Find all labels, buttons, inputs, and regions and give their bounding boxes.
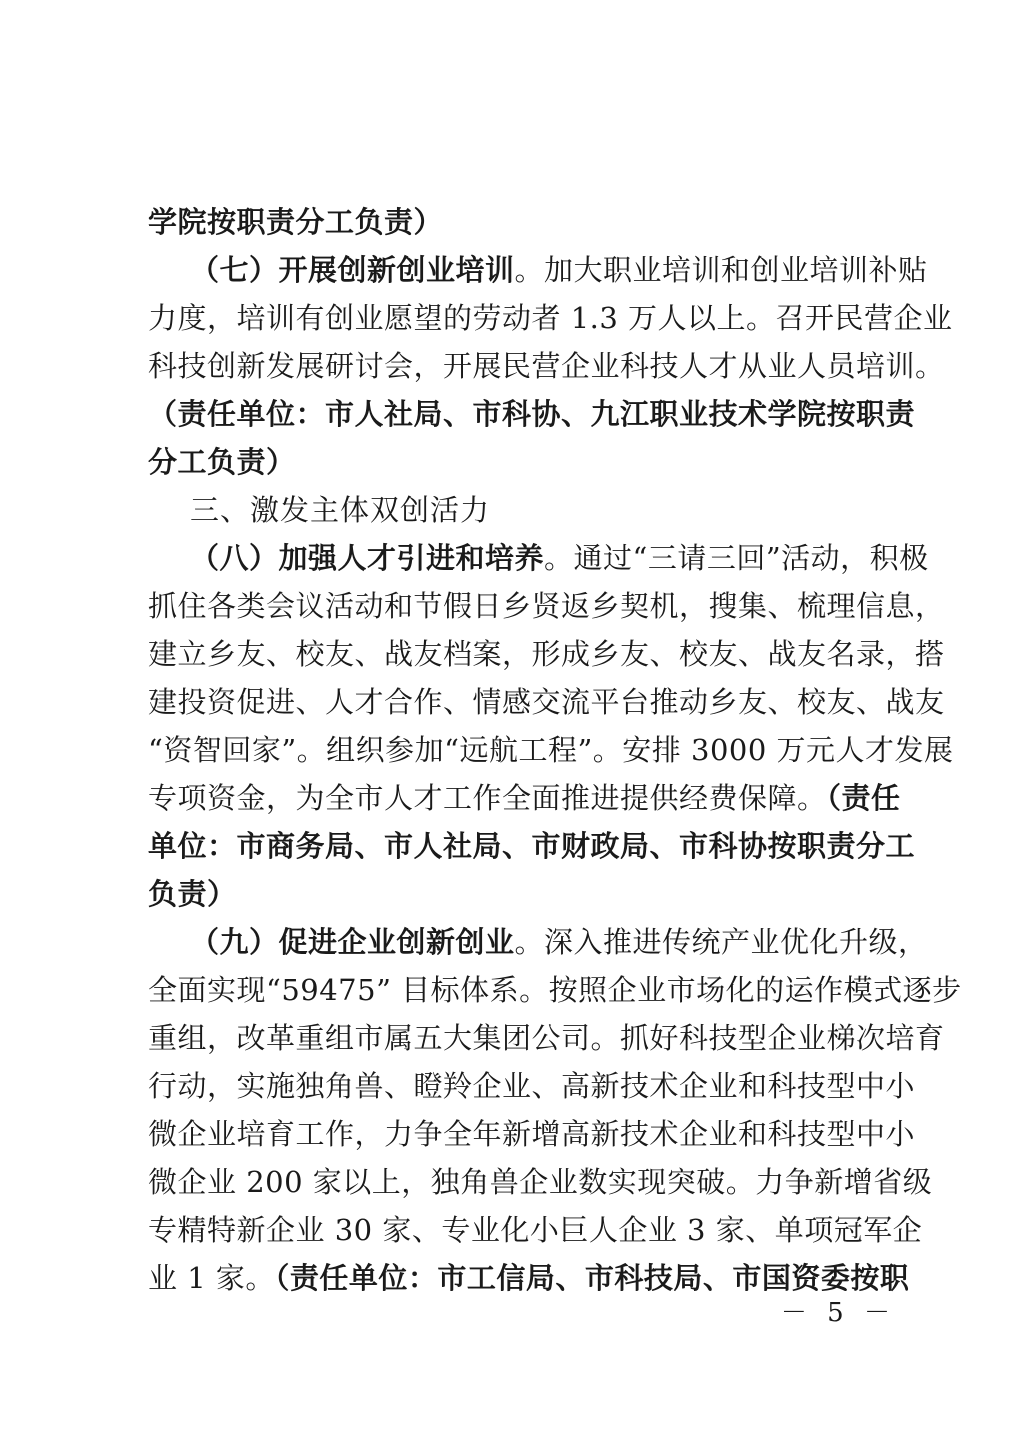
text-line-7: [190, 488, 878, 532]
responsibility-note: （责任: [826, 781, 901, 815]
text-run: 业 1 家。: [148, 1261, 275, 1295]
text-run: 建投资促进、人才合作、情感交流平台推动乡友、校友、战友: [148, 685, 945, 719]
text-run: 行动，实施独角兽、瞪羚企业、高新技术企业和科技型中小: [148, 1069, 916, 1103]
text-line-8: [190, 536, 929, 580]
text-line-22: [148, 1208, 923, 1252]
responsibility-note: （责任单位：市人社局、市科协、九江职业技术学院按职责: [148, 397, 916, 431]
chapter-heading-3: 三、激发主体双创活力: [190, 493, 491, 527]
text-line-11: [148, 680, 945, 724]
section-heading-7: （七）开展创新创业培训: [190, 253, 515, 287]
text-run: 重组，改革重组市属五大集团公司。抓好科技型企业梯次培育: [148, 1021, 945, 1055]
text-line-10: [148, 632, 945, 676]
section-heading-8: （八）加强人才引进和培养: [190, 541, 545, 575]
text-line-21: [148, 1160, 933, 1204]
text-line-2: [190, 248, 928, 292]
text-run: 微企业 200 家以上，独角兽企业数实现突破。力争新增省级: [148, 1165, 933, 1199]
text-line-12: [148, 728, 954, 772]
text-run: 全面实现“59475” 目标体系。按照企业市场化的运作模式逐步: [148, 973, 962, 1007]
text-line-3: [148, 296, 953, 340]
text-line-1: [148, 200, 878, 244]
text-run: “资智回家”。组织参加“远航工程”。安排 3000 万元人才发展: [148, 733, 954, 767]
text-line-17: [148, 968, 962, 1012]
text-run: 。深入推进传统产业优化升级，: [514, 925, 928, 959]
text-run: 专项资金，为全市人才工作全面推进提供经费保障。: [148, 781, 827, 815]
text-line-20: [148, 1112, 916, 1156]
text-line-5: [148, 392, 916, 436]
text-run: 科技创新发展研讨会，开展民营企业科技人才从业人员培训。: [148, 349, 945, 383]
text-line-4: [148, 344, 945, 388]
text-line-9: [148, 584, 945, 628]
text-line-19: [148, 1064, 916, 1108]
text-line-13: [148, 776, 901, 820]
text-line-23: [148, 1256, 910, 1300]
text-run: 。加大职业培训和创业培训补贴: [514, 253, 928, 287]
text-run: 微企业培育工作，力争全年新增高新技术企业和科技型中小: [148, 1117, 916, 1151]
responsibility-note: 单位：市商务局、市人社局、市财政局、市科协按职责分工: [148, 829, 916, 863]
text-run: 力度，培训有创业愿望的劳动者 1.3 万人以上。召开民营企业: [148, 301, 953, 335]
page-number: － 5 －: [780, 1298, 896, 1328]
responsibility-note: 分工负责）: [148, 445, 296, 479]
text-line-14: [148, 824, 916, 868]
text-run: 抓住各类会议活动和节假日乡贤返乡契机，搜集、梳理信息，: [148, 589, 945, 623]
text-run: 建立乡友、校友、战友档案，形成乡友、校友、战友名录，搭: [148, 637, 945, 671]
text-line-6: [148, 440, 878, 484]
text-run: 。通过“三请三回”活动，积极: [544, 541, 929, 575]
section-heading-9: （九）促进企业创新创业: [190, 925, 515, 959]
responsibility-note: （责任单位：市工信局、市科技局、市国资委按职: [274, 1261, 910, 1295]
text-line-16: [190, 920, 928, 964]
text-run: 专精特新企业 30 家、专业化小巨人企业 3 家、单项冠军企: [148, 1213, 923, 1247]
responsibility-note: 负责）: [148, 877, 237, 911]
text-bold: 学院按职责分工负责）: [148, 205, 444, 239]
text-line-18: [148, 1016, 945, 1060]
text-line-15: [148, 872, 878, 916]
